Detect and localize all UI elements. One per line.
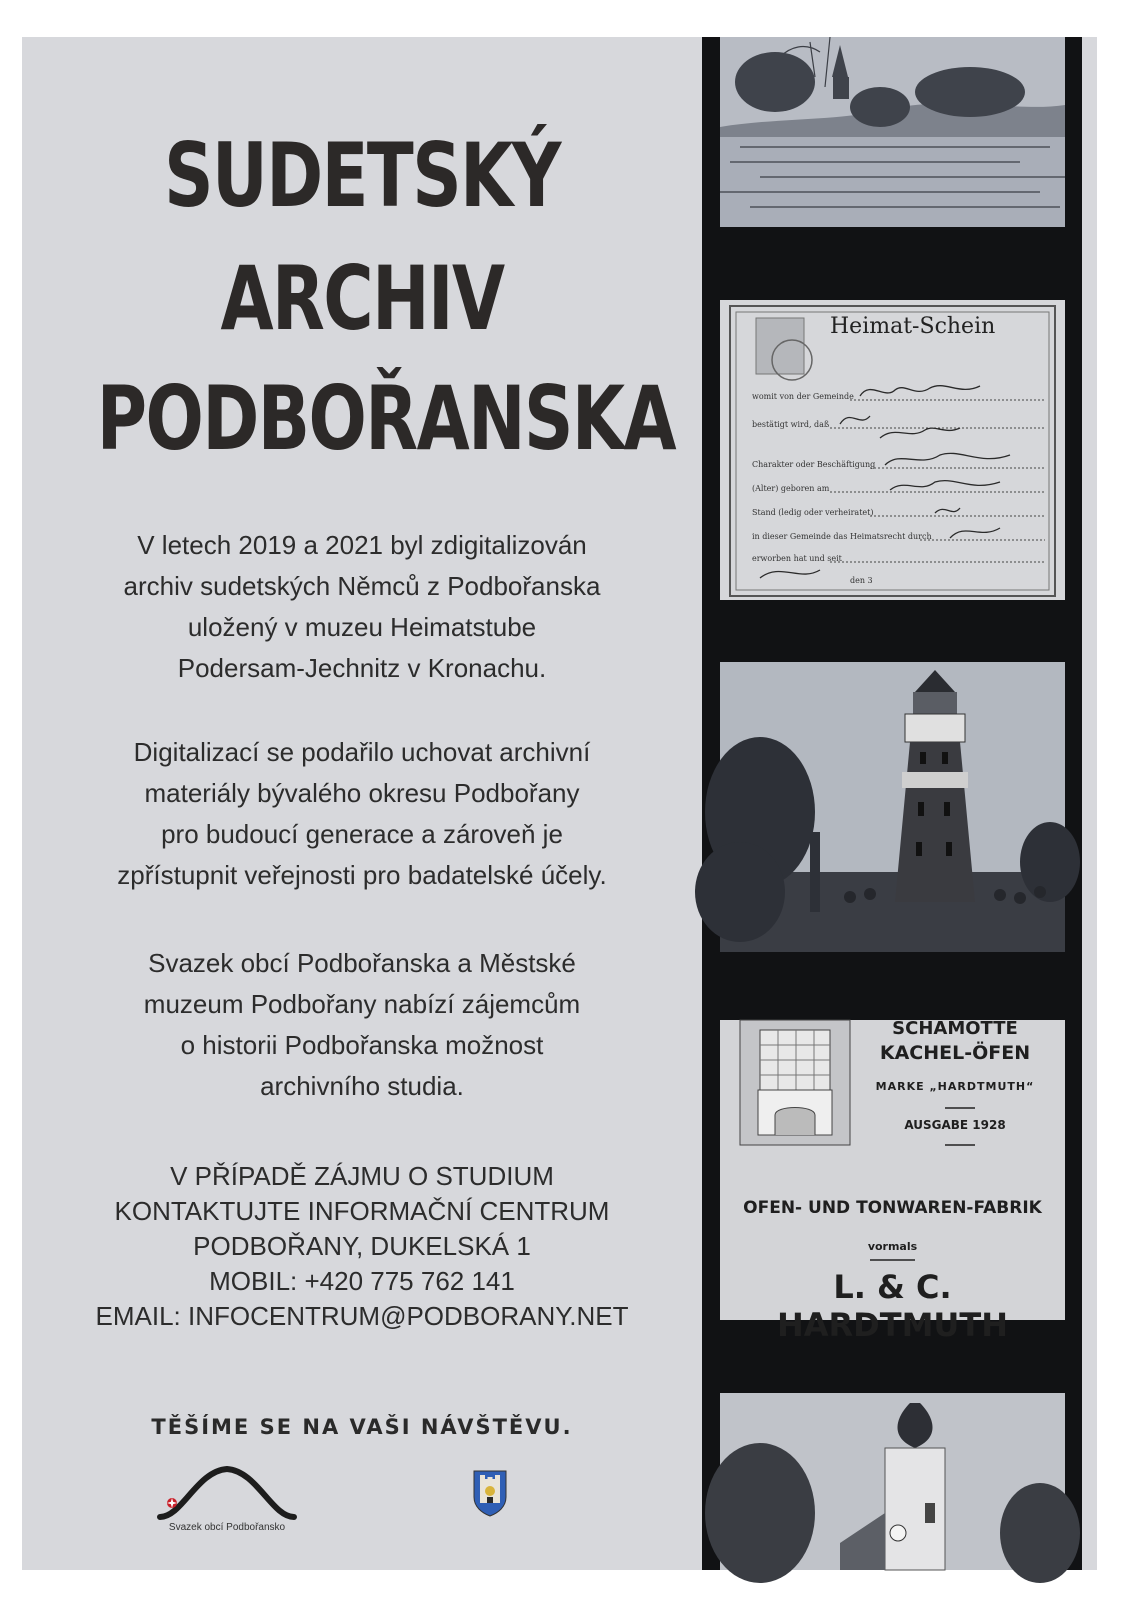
offer-line: Svazek obcí Podbořanska a Městské <box>148 948 576 978</box>
certificate-line: womit von der Gemeinde <box>752 392 854 401</box>
digitalization-line: materiály bývalého okresu Podbořany <box>144 778 580 808</box>
certificate-line: den 3 <box>850 576 873 585</box>
lookout-tower-image <box>720 662 1065 952</box>
film-frame-lake-engraving <box>720 37 1065 227</box>
contact-phone: MOBIL: +420 775 762 141 <box>209 1266 515 1296</box>
contact-email: EMAIL: INFOCENTRUM@PODBORANY.NET <box>95 1301 629 1331</box>
oven-ad-line: L. & C. HARDTMUTH <box>776 1268 1008 1344</box>
film-frame-heimatschein <box>720 300 1065 600</box>
oven-ad-line: AUSGABE 1928 <box>904 1118 1006 1132</box>
certificate-title: Heimat-Schein <box>830 314 996 339</box>
svazek-arc-icon <box>142 1459 312 1523</box>
poster-title-line-1: SUDETSKÝ <box>164 124 560 227</box>
digitalization-line: zpřístupnit veřejnosti pro badatelské účely. <box>117 860 607 890</box>
offer-line: o historii Podbořanska možnost <box>180 1030 544 1060</box>
church-tower-image <box>720 1393 1065 1570</box>
intro-paragraph <box>22 525 702 689</box>
certificate-line: Charakter oder Beschäftigung <box>752 460 876 469</box>
digitalization-line: pro budoucí generace a zároveň je <box>161 819 563 849</box>
closing-line: TĚŠÍME SE NA VAŠI NÁVŠTĚVU. <box>151 1415 573 1439</box>
contact-line: KONTAKTUJTE INFORMAČNÍ CENTRUM <box>114 1196 610 1226</box>
offer-paragraph <box>22 943 702 1107</box>
certificate-line: erworben hat und seit <box>752 554 842 563</box>
oven-ad-line: MARKE „HARDTMUTH“ <box>875 1080 1035 1093</box>
oven-ad-line: SCHAMOTTE <box>892 1018 1018 1039</box>
intro-line: Podersam-Jechnitz v Kronachu. <box>177 653 547 683</box>
film-frame-tower-photo <box>720 662 1065 952</box>
lake-engraving-image <box>720 37 1065 227</box>
poster-title-line-2: ARCHIV <box>220 247 504 350</box>
poster-text-column <box>22 37 702 1570</box>
digitalization-paragraph <box>22 732 702 896</box>
certificate-line: in dieser Gemeinde das Heimatsrecht durch <box>752 532 932 541</box>
film-frame-church-photo <box>720 1393 1065 1570</box>
svazek-logo <box>142 1459 312 1539</box>
film-strip <box>702 37 1082 1570</box>
oven-ad-line: OFEN- UND TONWAREN-FABRIK <box>743 1198 1042 1218</box>
contact-block <box>22 1159 702 1334</box>
contact-address: PODBOŘANY, DUKELSKÁ 1 <box>193 1231 531 1261</box>
poster-title-line-3: PODBOŘANSKA <box>96 367 676 470</box>
certificate-line: (Alter) geboren am <box>752 484 830 493</box>
intro-line: archiv sudetských Němců z Podbořanska <box>123 571 601 601</box>
certificate-line: bestätigt wird, daß <box>752 420 830 429</box>
offer-line: muzeum Podbořany nabízí zájemcům <box>143 989 581 1019</box>
intro-line: V letech 2019 a 2021 byl zdigitalizován <box>137 530 587 560</box>
digitalization-line: Digitalizací se podařilo uchovat archivní <box>133 737 591 767</box>
coat-of-arms-icon <box>472 1469 508 1517</box>
film-frame-oven-advert <box>720 1018 1065 1344</box>
intro-line: uložený v muzeu Heimatstube <box>187 612 537 642</box>
oven-ad-line: KACHEL-ÖFEN <box>879 1042 1031 1064</box>
offer-line: archivního studia. <box>260 1071 464 1101</box>
certificate-line: Stand (ledig oder verheiratet) <box>752 508 874 517</box>
contact-line: V PŘÍPADĚ ZÁJMU O STUDIUM <box>170 1161 554 1191</box>
svazek-logo-caption: Svazek obcí Podbořansko <box>168 1522 286 1533</box>
oven-ad-line: vormals <box>867 1240 918 1253</box>
